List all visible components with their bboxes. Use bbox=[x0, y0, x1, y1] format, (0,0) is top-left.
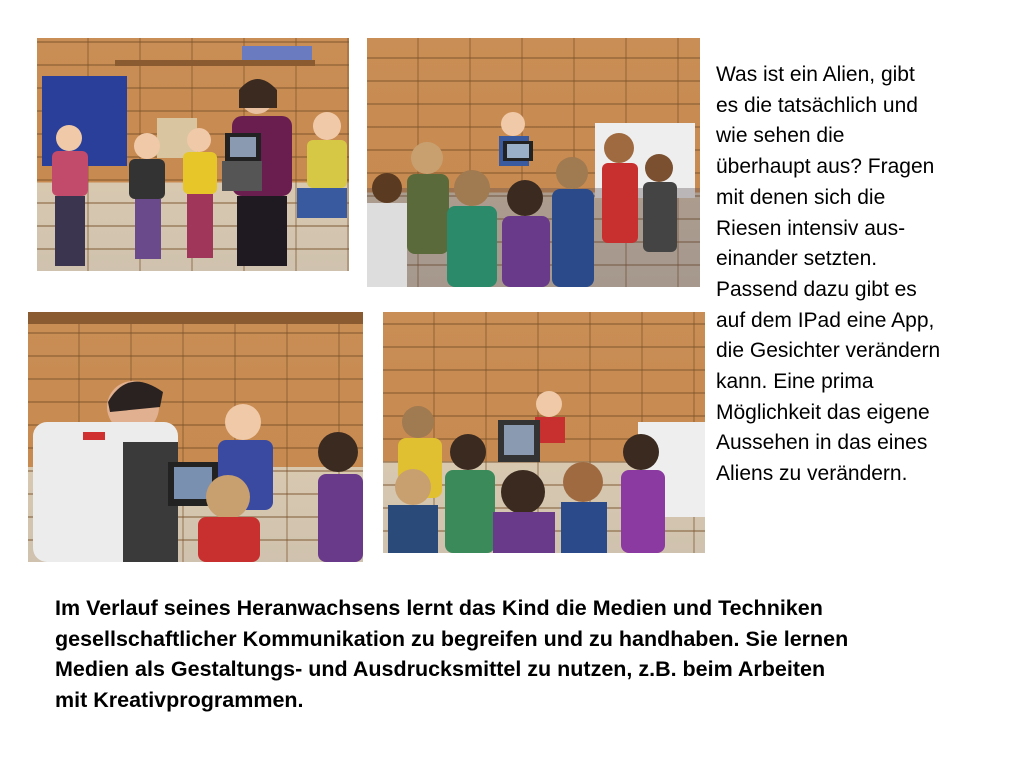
photo-children-crowding-tablet bbox=[383, 312, 705, 553]
photo-man-with-tablet bbox=[28, 312, 363, 562]
bottom-text-paragraph: Im Verlauf seines Heranwachsens lernt das Kind die Medien und Techniken gesellschaftlicher Kommunikation zu begreifen und zu handhaben. Sie lernen Medien als Gestaltungs- und Ausdrucksmittel zu nutzen, z.B. beim Arbeiten mit Kreativprogrammen. bbox=[55, 596, 849, 712]
side-text-paragraph: Was ist ein Alien, gibt es die tatsächlich und wie sehen die überhaupt aus? Fragen mit denen sich die Riesen intensiv aus- einander setzten. Passend dazu gibt es auf dem IPad eine App, die Gesichter verändern kann. Eine prima Möglichkeit das eigene Aussehen in das eines Aliens zu verändern. bbox=[716, 63, 941, 486]
photo-group-around-tablet bbox=[367, 38, 700, 287]
photo-children-with-teacher bbox=[37, 38, 349, 271]
